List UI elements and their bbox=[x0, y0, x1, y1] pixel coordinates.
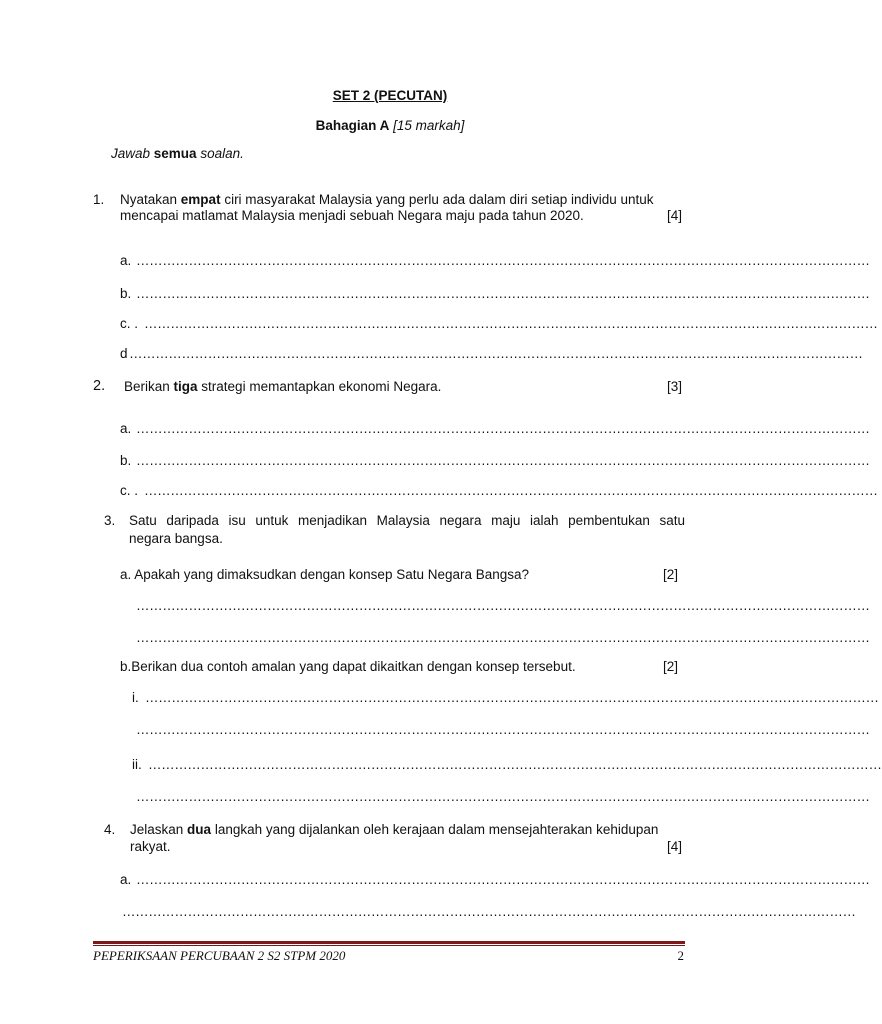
q3b-question: b.Berikan dua contoh amalan yang dapat dikaitkan dengan konsep tersebut. bbox=[120, 659, 576, 674]
q4-text-line1 bbox=[130, 822, 686, 837]
q1-emphasis: empat bbox=[180, 192, 221, 207]
q3b-mark: [2] bbox=[662, 659, 678, 674]
q1-answer-b-line[interactable]: …………………………………………………………………………………………………………………………………………………… bbox=[136, 286, 870, 301]
q1-answer-a-label: a. bbox=[120, 253, 132, 268]
q1-answer-c-line[interactable]: …………………………………………………………………………………………………………………………………………………… bbox=[144, 316, 878, 331]
q2-emphasis: tiga bbox=[173, 379, 198, 394]
q4-emphasis: dua bbox=[187, 822, 212, 837]
q3a-mark: [2] bbox=[662, 567, 678, 582]
q1-answer-a-line[interactable]: …………………………………………………………………………………………………………………………………………………… bbox=[136, 253, 870, 268]
q4-answer-a-line2[interactable]: …………………………………………………………………………………………………………………………………………………… bbox=[122, 904, 856, 919]
q3a-question: a. Apakah yang dimaksudkan dengan konsep Satu Negara Bangsa? bbox=[120, 567, 530, 582]
q1-text-line2: mencapai matlamat Malaysia menjadi sebuah Negara maju pada tahun 2020. bbox=[120, 208, 584, 223]
q4-text-part: Jelaskan bbox=[130, 822, 188, 837]
q2-mark: [3] bbox=[666, 379, 682, 394]
q1-text-part: ciri masyarakat Malaysia yang perlu ada dalam diri setiap individu untuk bbox=[220, 192, 654, 207]
set-title: SET 2 (PECUTAN) bbox=[332, 88, 448, 103]
q2-answer-c-label: c. . bbox=[120, 483, 139, 498]
instruction-part: Jawab bbox=[111, 146, 154, 161]
q3b-ii-answer-line2[interactable]: …………………………………………………………………………………………………………………………………………………… bbox=[136, 789, 870, 804]
footer-label: PEPERIKSAAN PERCUBAAN 2 S2 STPM 2020 bbox=[93, 948, 346, 963]
q2-answer-c-line[interactable]: …………………………………………………………………………………………………………………………………………………… bbox=[144, 483, 878, 498]
q3a-answer-line2[interactable]: …………………………………………………………………………………………………………………………………………………… bbox=[136, 630, 870, 645]
q2-answer-b-line[interactable]: …………………………………………………………………………………………………………………………………………………… bbox=[136, 453, 870, 468]
q1-number: 1. bbox=[93, 192, 105, 207]
q2-text-part: Berikan bbox=[124, 379, 174, 394]
section-marks: [15 markah] bbox=[389, 118, 465, 133]
q3b-ii-answer-line1[interactable]: …………………………………………………………………………………………………………………………………………………… bbox=[148, 757, 882, 772]
q1-text-part: Nyatakan bbox=[120, 192, 181, 207]
q3b-i-answer-line2[interactable]: …………………………………………………………………………………………………………………………………………………… bbox=[136, 722, 870, 737]
section-name: Bahagian A bbox=[315, 118, 390, 133]
q2-text-part: strategi memantapkan ekonomi Negara. bbox=[197, 379, 442, 394]
q4-text-line2: rakyat. bbox=[130, 839, 171, 854]
q3b-i-label: i. bbox=[132, 690, 139, 705]
footer-rule-thick bbox=[93, 941, 685, 944]
q1-answer-c-label: c. . bbox=[120, 316, 139, 331]
q1-answer-b-label: b. bbox=[120, 286, 132, 301]
q2-text bbox=[124, 379, 441, 394]
q3-text-line1: Satu daripada isu untuk menjadikan Malaysia negara maju ialah pembentukan satu bbox=[129, 513, 685, 528]
q1-text-line1 bbox=[120, 192, 686, 207]
q4-text-part: langkah yang dijalankan oleh kerajaan dalam mensejahterakan kehidupan bbox=[211, 822, 659, 837]
q3-number: 3. bbox=[104, 513, 116, 528]
q2-number: 2. bbox=[93, 378, 106, 394]
instruction-part: soalan. bbox=[196, 146, 244, 161]
q1-answer-d-label: d bbox=[120, 346, 128, 361]
q4-answer-a-label: a. bbox=[120, 872, 132, 887]
q4-mark: [4] bbox=[666, 839, 682, 854]
q3-text-line2: negara bangsa. bbox=[129, 531, 223, 546]
q4-answer-a-line1[interactable]: …………………………………………………………………………………………………………………………………………………… bbox=[136, 872, 870, 887]
q2-answer-b-label: b. bbox=[120, 453, 132, 468]
q3a-answer-line1[interactable]: …………………………………………………………………………………………………………………………………………………… bbox=[136, 598, 870, 613]
instruction-emphasis: semua bbox=[153, 146, 197, 161]
q2-answer-a-label: a. bbox=[120, 421, 132, 436]
q2-answer-a-line[interactable]: …………………………………………………………………………………………………………………………………………………… bbox=[136, 421, 870, 436]
section-title bbox=[0, 118, 780, 133]
q3b-i-answer-line1[interactable]: …………………………………………………………………………………………………………………………………………………… bbox=[145, 690, 879, 705]
page-number: 2 bbox=[677, 948, 684, 963]
q4-number: 4. bbox=[104, 822, 116, 837]
q1-mark: [4] bbox=[666, 208, 682, 223]
footer-rule-thin bbox=[93, 945, 685, 946]
q3b-ii-label: ii. bbox=[132, 757, 142, 772]
q1-answer-d-line[interactable]: …………………………………………………………………………………………………………………………………………………… bbox=[129, 346, 863, 361]
instruction bbox=[111, 146, 244, 161]
